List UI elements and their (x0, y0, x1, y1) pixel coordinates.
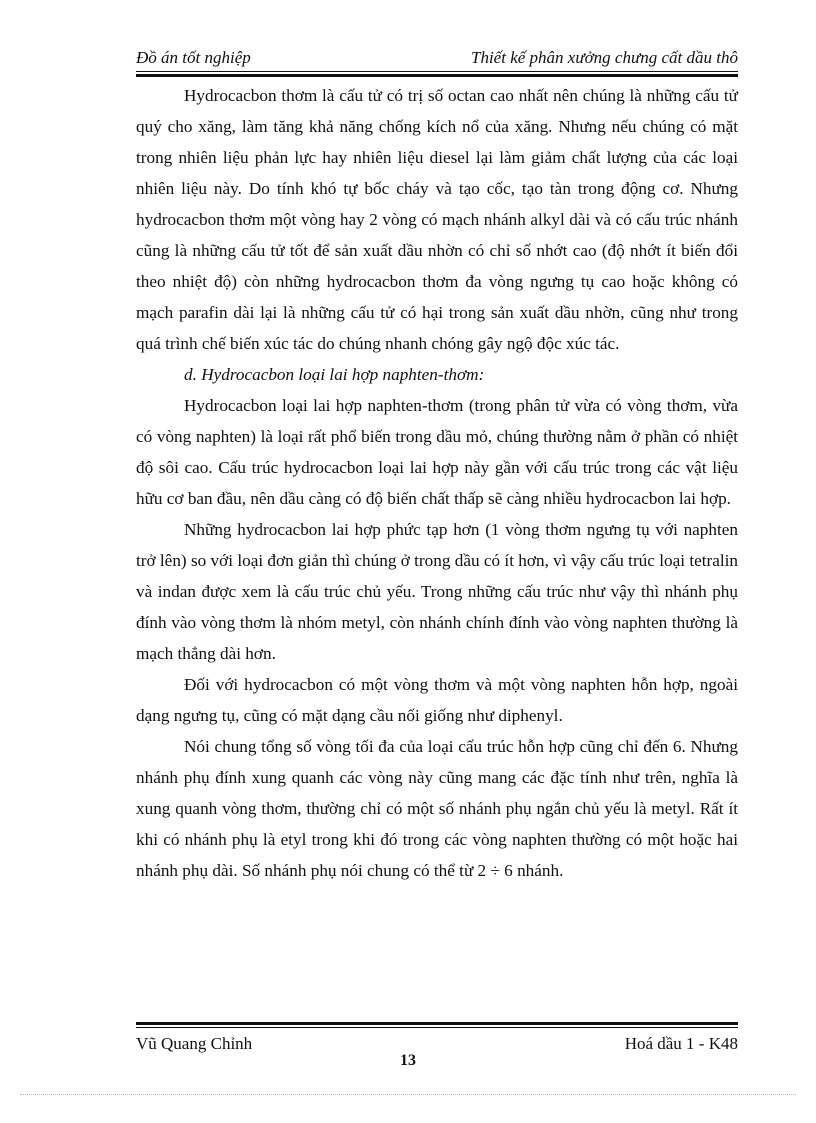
paragraph-bridge-structures: Đối với hydrocacbon có một vòng thơm và một vòng naphten hỗn hợp, ngoài dạng ngưng tụ, cũng có mặt dạng cầu nối giống như diphenyl. (136, 675, 738, 725)
page-body (136, 80, 738, 886)
footer-rule-thin (136, 1027, 738, 1028)
footer-author: Vũ Quang Chỉnh (136, 1034, 253, 1053)
header-rule-thin (136, 71, 738, 72)
header-document-type: Đồ án tốt nghiệp (136, 48, 251, 67)
page-header (136, 46, 738, 72)
footer-rule-thick (136, 1022, 738, 1025)
paragraph-complex-hybrids: Những hydrocacbon lai hợp phức tạp hơn (1 vòng thơm ngưng tụ với naphten trở lên) so với loại đơn giản thì chúng ở trong dầu có ít hơn, vì vậy cấu trúc loại tetralin và indan được xem là cấu trúc chủ yếu. Trong những cấu trúc như vậy thì nhánh phụ đính vào vòng thơm là nhóm metyl, còn nhánh chính đính vào vòng naphten thường là mạch thẳng dài hơn. (136, 520, 738, 663)
header-document-title: Thiết kế phân xưởng chưng cất dầu thô (471, 48, 738, 67)
header-rule-thick (136, 74, 738, 77)
section-heading-naphthene-aromatic: d. Hydrocacbon loại lai hợp naphten-thơm: (184, 365, 485, 384)
paragraph-ring-count: Nói chung tổng số vòng tối đa của loại cấu trúc hỗn hợp cũng chỉ đến 6. Nhưng nhánh phụ đính xung quanh các vòng này cũng mang các đặc tính như trên, nghĩa là xung quanh vòng thơm, thường chỉ có một số nhánh phụ ngắn chủ yếu là metyl. Rất ít khi có nhánh phụ là etyl trong khi đó trong các vòng naphten thường có một hoặc hai nhánh phụ dài. Số nhánh phụ nói chung có thể từ 2 ÷ 6 nhánh. (136, 737, 738, 880)
page-number: 13 (400, 1052, 416, 1069)
footer-class: Hoá dầu 1 - K48 (624, 1034, 738, 1053)
paragraph-hybrid-hydrocarbons: Hydrocacbon loại lai hợp naphten-thơm (trong phân tử vừa có vòng thơm, vừa có vòng naphten) là loại rất phổ biến trong dầu mỏ, chúng thường nằm ở phần có nhiệt độ sôi cao. Cấu trúc hydrocacbon loại lai hợp này gần với cấu trúc trong các vật liệu hữu cơ ban đầu, nên dầu càng có độ biến chất thấp sẽ càng nhiều hydrocacbon lai hợp. (136, 396, 738, 508)
page-bottom-dotted-line (20, 1094, 796, 1095)
paragraph-aromatic-hydrocarbons: Hydrocacbon thơm là cấu tử có trị số octan cao nhất nên chúng là những cấu tử quý cho xăng, làm tăng khả năng chống kích nổ của xăng. Nhưng nếu chúng có mặt trong nhiên liệu phản lực hay nhiên liệu diesel lại làm giảm chất lượng của các loại nhiên liệu này. Do tính khó tự bốc cháy và tạo cốc, tạo tàn trong động cơ. Nhưng hydrocacbon thơm một vòng hay 2 vòng có mạch nhánh alkyl dài và có cấu trúc nhánh cũng là những cấu tử tốt để sản xuất dầu nhờn có chỉ số nhớt cao (độ nhớt ít biến đổi theo nhiệt độ) còn những hydrocacbon thơm đa vòng ngưng tụ cao hoặc không có mạch parafin dài lại là những cấu tử có hại trong sản xuất dầu nhờn, cũng như trong quá trình chế biến xúc tác do chúng nhanh chóng gây ngộ độc xúc tác. (136, 86, 738, 353)
